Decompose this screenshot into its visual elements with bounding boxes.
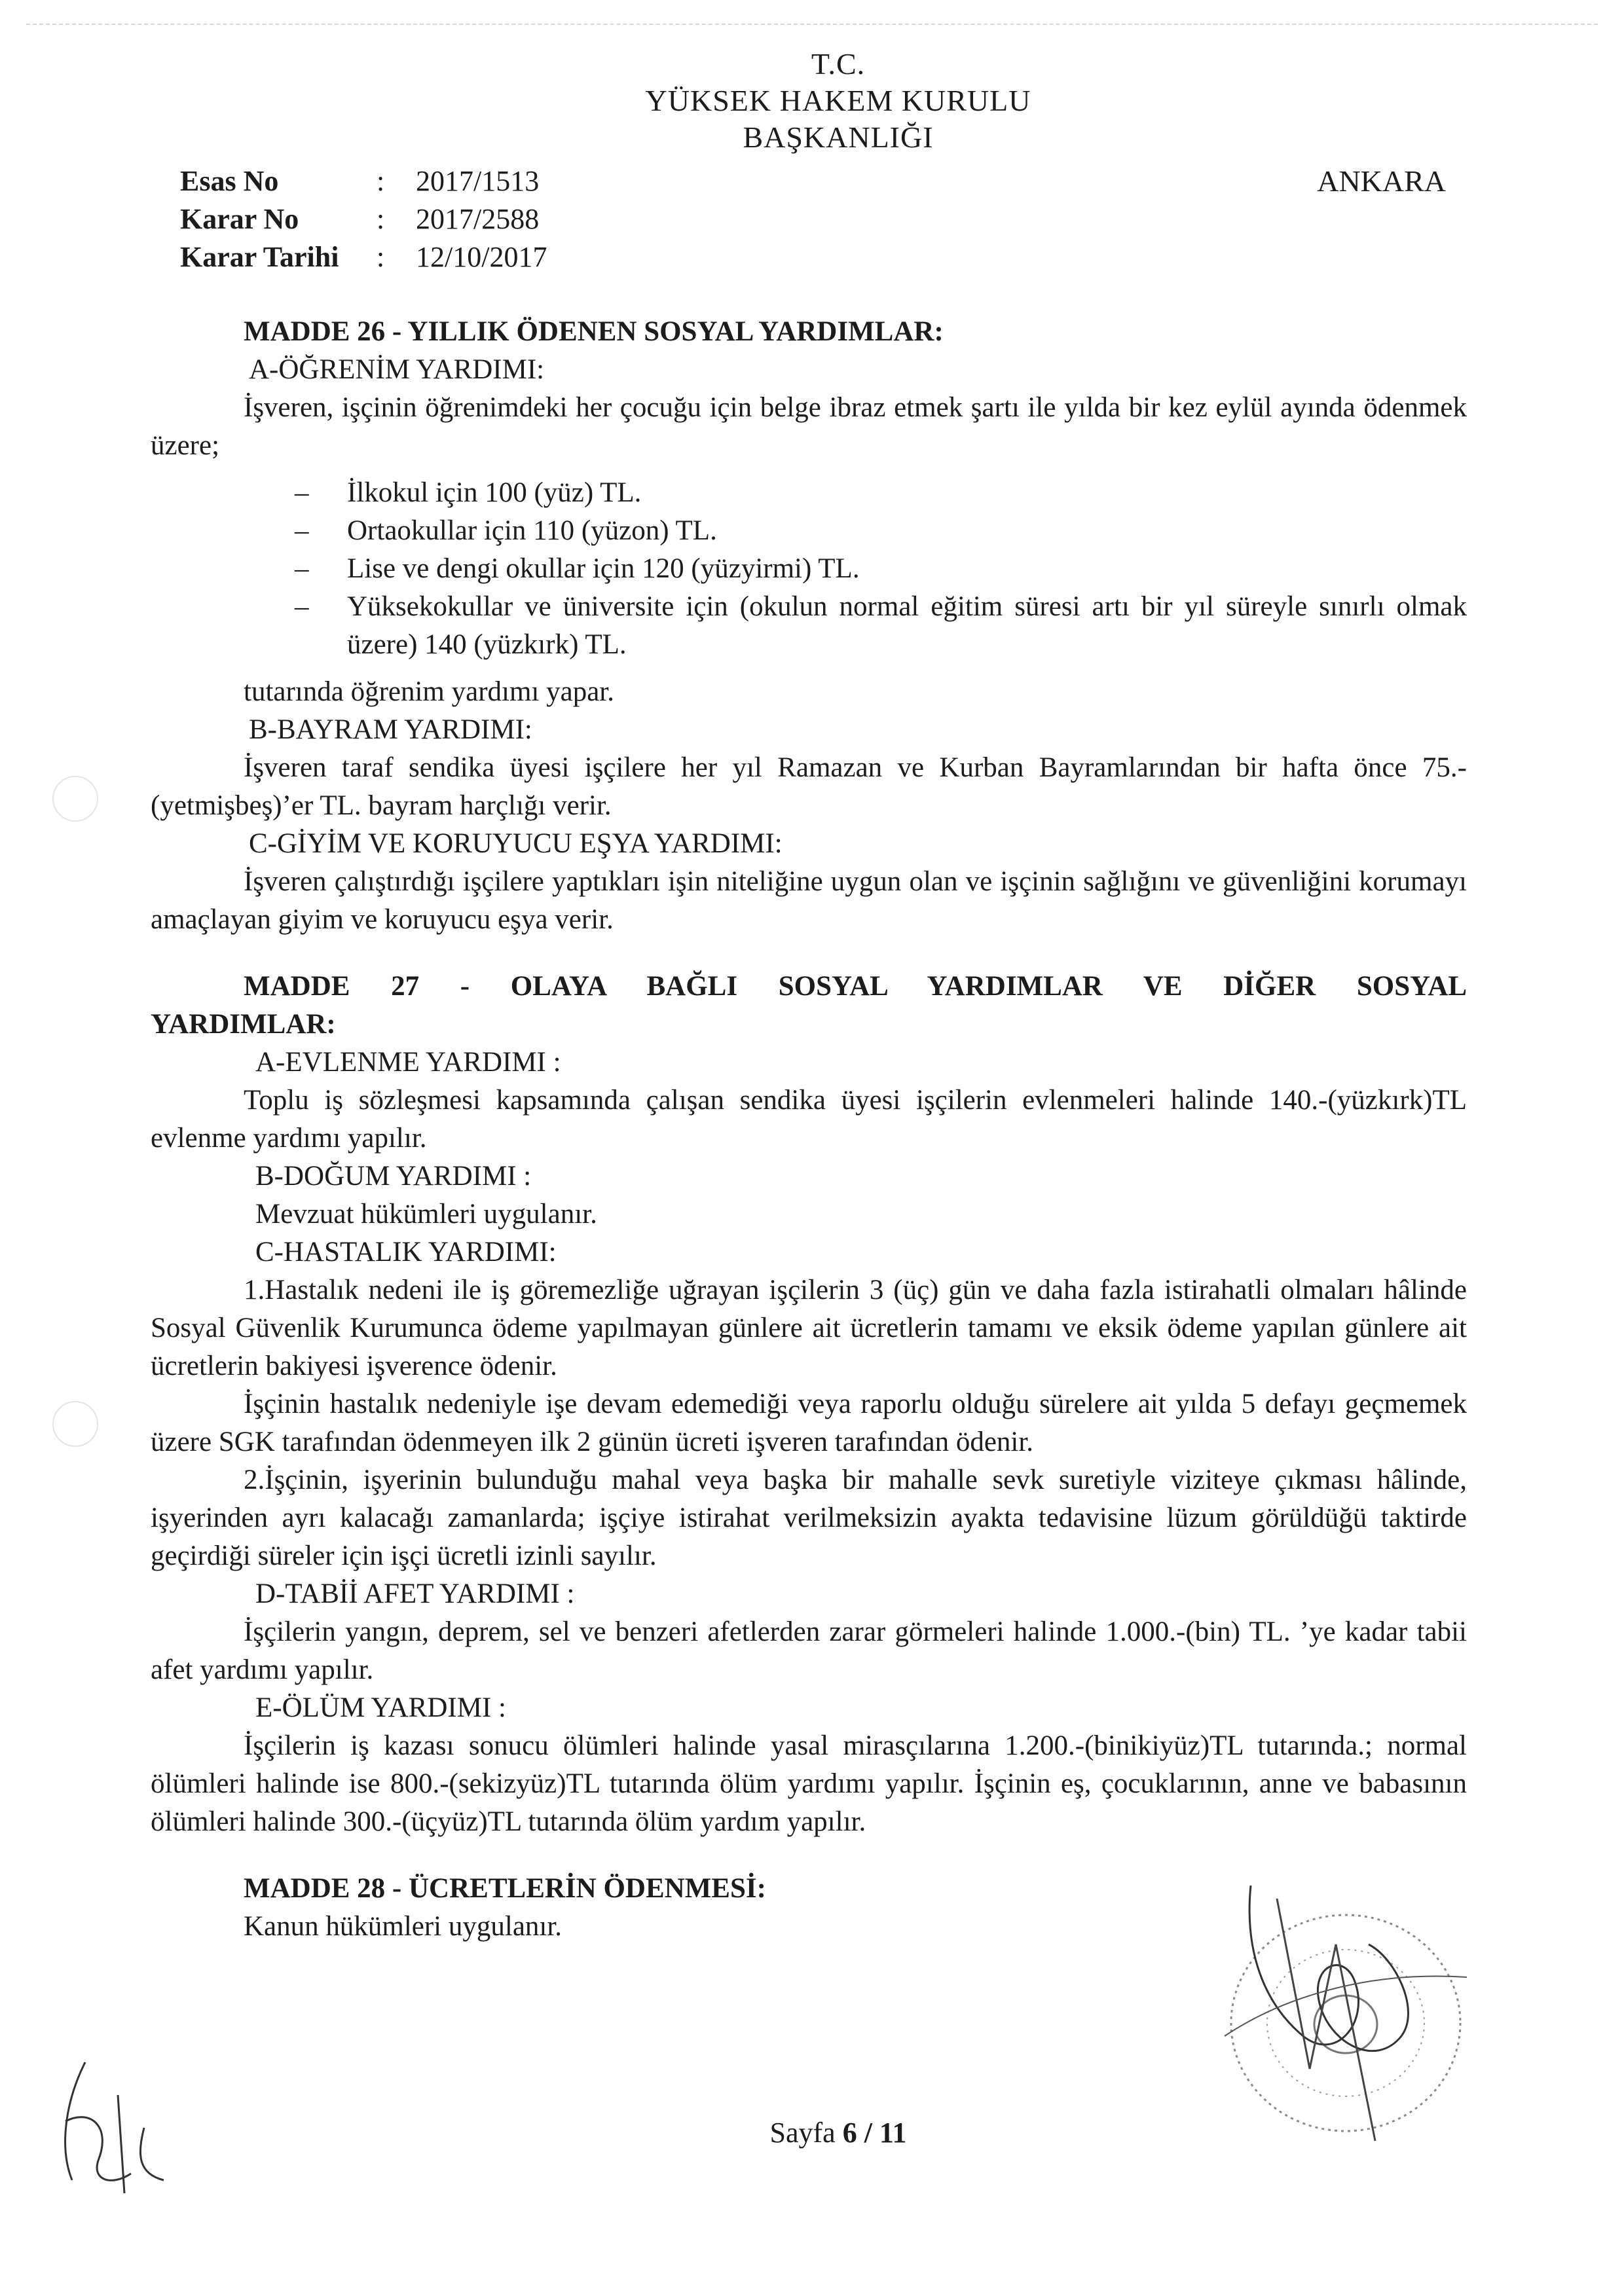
article-26-title: MADDE 26 - YILLIK ÖDENEN SOSYAL YARDIMLAR: [244, 316, 944, 347]
page-number: 6 / 11 [842, 2117, 907, 2149]
list-item-text: Ortaokullar için 110 (yüzon) TL. [347, 515, 717, 546]
meta-colon: : [377, 165, 385, 197]
article-27-c-title: C-HASTALIK YARDIMI: [255, 1237, 557, 1267]
punch-hole-lower [52, 1401, 98, 1447]
meta-colon: : [377, 241, 385, 273]
article-27-c-text-1: 1.Hastalık nedeni ile iş göremezliğe uğrayan işçilerin 3 (üç) gün ve daha fazla istirahatli olmaları hâlinde Sosyal Güvenlik Kurumunca ödeme yapılmayan günlere ait ücretlerin tamamı ve eksik ödeme yapılan günlere ait ücretlerin bakiyesi işverence ödenir. [151, 1275, 1467, 1381]
page-footer [0, 2116, 1624, 2149]
list-item [151, 588, 1467, 664]
article-26-c-title: C-GİYİM VE KORUYUCU EŞYA YARDIMI: [249, 828, 783, 859]
article-26-c-text: İşveren çalıştırdığı işçilere yaptıkları işin niteliğine uygun olan ve işçinin sağlığını ve güvenliğini korumayı amaçlayan giyim ve koruyucu eşya verir. [151, 866, 1467, 935]
meta-label: Esas No [180, 165, 279, 197]
official-stamp-signature [1205, 1872, 1486, 2147]
list-item-text: İlkokul için 100 (yüz) TL. [347, 477, 642, 508]
article-26-a-text: İşveren, işçinin öğrenimdeki her çocuğu için belge ibraz etmek şartı ile yılda bir kez eylül ayında ödenmek üzere; [151, 392, 1467, 461]
article-27-a-text: Toplu iş sözleşmesi kapsamında çalışan sendika üyesi işçilerin evlenmeleri halinde 140.-(yüzkırk)TL evlenme yardımı yapılır. [151, 1085, 1467, 1154]
article-27-b-title: B-DOĞUM YARDIMI : [255, 1161, 532, 1192]
list-dash: – [295, 477, 309, 508]
document-header [0, 46, 1624, 156]
meta-value: 2017/2588 [416, 203, 540, 235]
article-27-d-title: D-TABİİ AFET YARDIMI : [255, 1578, 575, 1609]
meta-row-karar [180, 200, 547, 238]
meta-colon: : [377, 203, 385, 235]
article-27-d-text: İşçilerin yangın, deprem, sel ve benzeri afetlerden zarar görmeleri halinde 1.000.-(bin) TL. ’ye kadar tabii afet yardımı yapılır. [151, 1616, 1467, 1685]
article-28-title: MADDE 28 - ÜCRETLERİN ÖDENMESİ: [244, 1873, 766, 1904]
header-line-presidency: BAŞKANLIĞI [743, 120, 934, 154]
list-item [151, 550, 1467, 588]
meta-row-tarih [180, 238, 547, 276]
meta-label: Karar Tarihi [180, 241, 339, 273]
list-item-text: Lise ve dengi okullar için 120 (yüzyirmi) TL. [347, 553, 860, 584]
list-item [151, 474, 1467, 512]
list-item [151, 512, 1467, 550]
city-label: ANKARA [1317, 164, 1446, 198]
article-27-b-text: Mevzuat hükümleri uygulanır. [255, 1199, 597, 1230]
header-line-tc: T.C. [811, 47, 866, 81]
article-27-e-text: İşçilerin iş kazası sonucu ölümleri halinde yasal mirasçılarına 1.200.-(binikiyüz)TL tutarında.; normal ölümleri halinde ise 800.-(sekizyüz)TL tutarında ölüm yardımı yapılır. İşçinin eş, çocuklarının, anne ve babasının ölümleri halinde 300.-(üçyüz)TL tutarında ölüm yardım yapılır. [151, 1730, 1467, 1837]
article-27-e-title: E-ÖLÜM YARDIMI : [255, 1692, 506, 1723]
article-27-c-text-2: İşçinin hastalık nedeniyle işe devam edemediği veya raporlu olduğu sürelere ait yılda 5 defayı geçmemek üzere SGK tarafından ödenmeyen ilk 2 günün ücreti işveren tarafından ödenir. [151, 1389, 1467, 1457]
article-26-b-text: İşveren taraf sendika üyesi işçilere her yıl Ramazan ve Kurban Bayramlarından bir hafta önce 75.-(yetmişbeş)’er TL. bayram harçlığı verir. [151, 752, 1467, 821]
article-27-title: MADDE 27 - OLAYA BAĞLI SOSYAL YARDIMLAR VE DİĞER SOSYAL YARDIMLAR: [151, 971, 1467, 1040]
list-dash: – [295, 591, 309, 622]
article-26-a-end: tutarında öğrenim yardımı yapar. [244, 676, 614, 707]
page-number-label: Sayfa [769, 2117, 836, 2149]
article-27-c-text-3: 2.İşçinin, işyerinin bulunduğu mahal veya başka bir mahalle sevk suretiyle viziteye çıkması hâlinde, işyerinden ayrı kalacağı zamanlarda; işçiye istirahat verilmeksizin ayakta tedavisine lüzum görüldüğü taktirde geçirdiği süreler için işçi ücretli izinli sayılır. [151, 1465, 1467, 1571]
meta-label: Karar No [180, 203, 299, 235]
list-dash: – [295, 515, 309, 546]
list-dash: – [295, 553, 309, 584]
meta-value: 12/10/2017 [416, 241, 547, 273]
document-body [151, 313, 1467, 1946]
list-item-text: Yüksekokullar ve üniversite için (okulun normal eğitim süresi artı bir yıl süreyle sınırlı olmak üzere) 140 (yüzkırk) TL. [347, 591, 1467, 660]
article-26-b-title: B-BAYRAM YARDIMI: [249, 714, 532, 745]
scan-edge-line [26, 24, 1598, 25]
meta-value: 2017/1513 [416, 165, 540, 197]
article-28-text: Kanun hükümleri uygulanır. [244, 1911, 563, 1942]
meta-row-esas [180, 162, 547, 200]
education-aid-list [151, 474, 1467, 664]
article-26-a-title: A-ÖĞRENİM YARDIMI: [249, 354, 545, 385]
article-27-a-title: A-EVLENME YARDIMI : [255, 1047, 561, 1078]
case-meta-block [180, 162, 547, 276]
header-line-institution: YÜKSEK HAKEM KURULU [645, 84, 1031, 117]
punch-hole-upper [52, 776, 98, 822]
